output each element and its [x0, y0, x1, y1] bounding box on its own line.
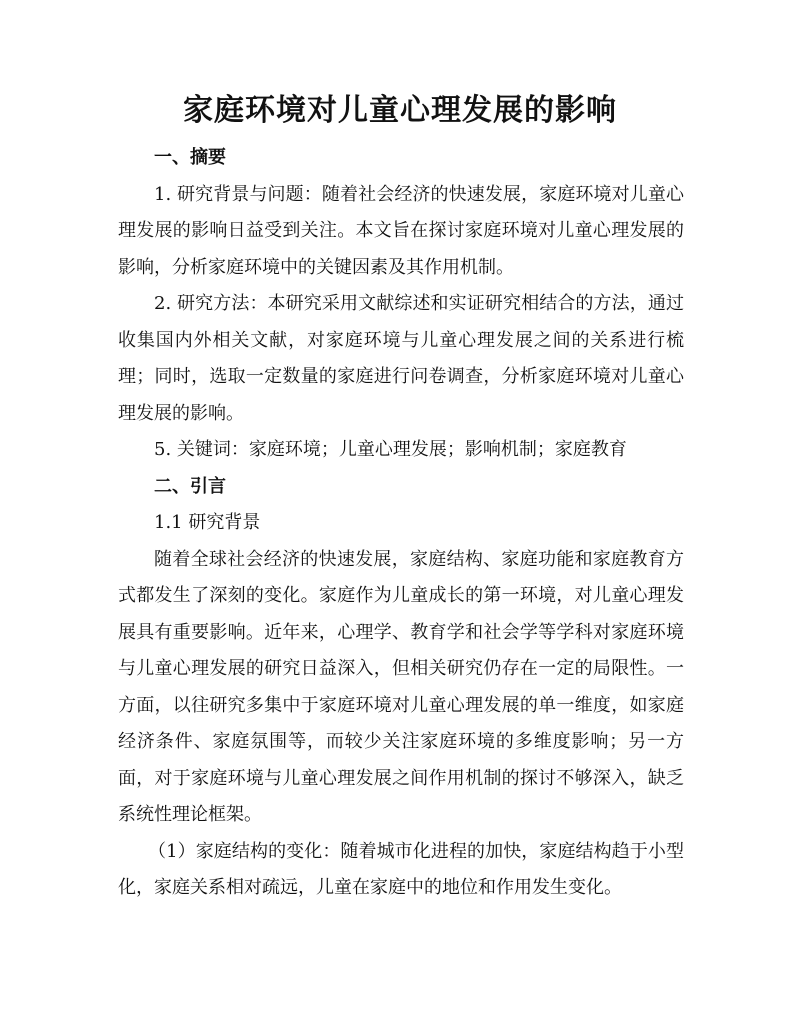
section-heading-abstract: 一、摘要: [154, 147, 226, 168]
abstract-paragraph-background: 1. 研究背景与问题：随着社会经济的快速发展，家庭环境对儿童心理发展的影响日益受到关注。本文旨在探讨家庭环境对儿童心理发展的影响，分析家庭环境中的关键因素及其作用机制。: [118, 183, 684, 278]
intro-paragraph-background: 随着全球社会经济的快速发展，家庭结构、家庭功能和家庭教育方式都发生了深刻的变化。家庭作为儿童成长的第一环境，对儿童心理发展具有重要影响。近年来，心理学、教育学和社会学等学科对家庭环境与儿童心理发展的研究日益深入，但相关研究仍存在一定的局限性。一方面，以往研究多集中于家庭环境对儿童心理发展的单一维度，如家庭经济条件、家庭氛围等，而较少关注家庭环境的多维度影响；另一方面，对于家庭环境与儿童心理发展之间作用机制的探讨不够深入，缺乏系统性理论框架。: [118, 548, 684, 825]
abstract-paragraph-method: 2. 研究方法：本研究采用文献综述和实证研究相结合的方法，通过收集国内外相关文献，对家庭环境与儿童心理发展之间的关系进行梳理；同时，选取一定数量的家庭进行问卷调查，分析家庭环境对儿童心理发展的影响。: [118, 293, 684, 424]
abstract-paragraph-keywords: 5. 关键词：家庭环境；儿童心理发展；影响机制；家庭教育: [154, 439, 627, 460]
document-title: 家庭环境对儿童心理发展的影响: [183, 93, 617, 128]
document-body: [118, 140, 684, 907]
intro-list-item-family-structure: （1）家庭结构的变化：随着城市化进程的加快，家庭结构趋于小型化，家庭关系相对疏远，儿童在家庭中的地位和作用发生变化。: [118, 840, 684, 898]
subsection-heading-background: 1.1 研究背景: [154, 512, 261, 533]
section-heading-intro: 二、引言: [154, 475, 226, 497]
